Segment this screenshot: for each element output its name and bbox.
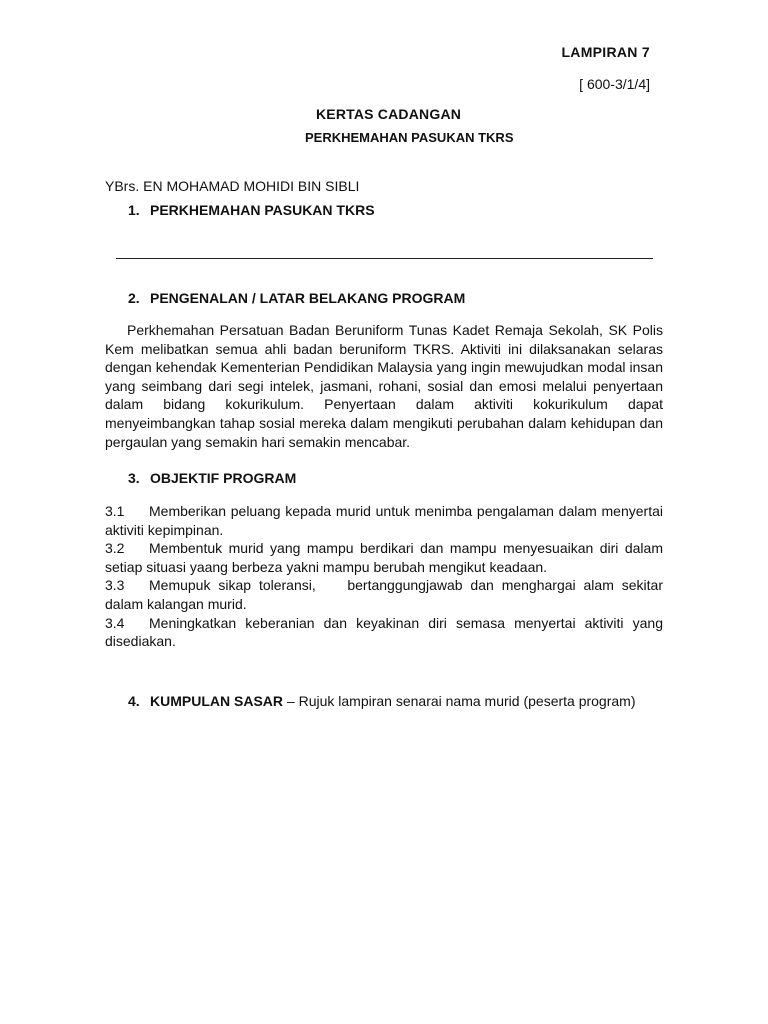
- document-title: KERTAS CADANGAN: [316, 106, 462, 122]
- section-2-paragraph: Perkhemahan Persatuan Badan Beruniform Tunas Kadet Remaja Sekolah, SK Polis Kem melibatkan semua ahli badan beruniform TKRS. Aktiviti ini dilaksanakan selaras dengan kehendak Kementerian Pendidikan Malaysia yang ingin mewujudkan modal insan yang seimbang dari segi intelek, jasmani, rohani, sosial dan emosi melalui penyertaan dalam bidang kokurikulum. Penyertaan dalam aktiviti kokurikulum dapat menyeimbangkan tahap sosial mereka dalam mengikuti perubahan dalam kehidupan dan pergaulan yang semakin hari semakin mencabar.: [105, 322, 663, 450]
- objective-number: 3.3: [105, 577, 125, 594]
- section-2-title: PENGENALAN / LATAR BELAKANG PROGRAM: [150, 290, 466, 306]
- objective-item: [105, 576, 667, 613]
- objective-text: Membentuk murid yang mampu berdikari dan mampu menyesuaikan diri dalam setiap situasi yaang berbeza yakni mampu berubah mengikut keadaan.: [105, 540, 663, 575]
- section-4-dash: –: [283, 693, 299, 709]
- objectives-list: [105, 502, 667, 651]
- section-3-number: 3.: [128, 470, 140, 486]
- objective-text: Memupuk sikap toleransi, bertanggungjawab dan menghargai alam sekitar dalam kalangan murid.: [105, 577, 667, 612]
- addressee: YBrs. EN MOHAMAD MOHIDI BIN SIBLI: [105, 178, 360, 194]
- objective-text: Meningkatkan keberanian dan keyakinan diri semasa menyertai aktiviti yang disediakan.: [105, 614, 663, 650]
- section-3-heading: [128, 470, 296, 486]
- divider-line: [116, 258, 653, 259]
- section-4-body: Rujuk lampiran senarai nama murid (peserta program): [298, 693, 636, 709]
- reference-number: [ 600-3/1/4]: [579, 76, 650, 92]
- objective-text: Memberikan peluang kepada murid untuk menimba pengalaman dalam menyertai aktiviti kepimpinan.: [105, 503, 663, 538]
- section-4-number: 4.: [128, 693, 140, 709]
- annex-label: LAMPIRAN 7: [561, 44, 650, 60]
- objective-number: 3.4: [105, 614, 125, 631]
- objective-item: [105, 502, 663, 539]
- section-1-number: 1.: [128, 202, 140, 218]
- objective-item: [105, 539, 663, 576]
- section-3-title: OBJEKTIF PROGRAM: [150, 470, 297, 486]
- section-2-number: 2.: [128, 290, 140, 306]
- section-2-heading: [128, 290, 465, 306]
- section-4-heading: [128, 693, 636, 709]
- document-subtitle: PERKHEMAHAN PASUKAN TKRS: [305, 130, 514, 145]
- section-4-title: KUMPULAN SASAR: [150, 693, 283, 709]
- objective-number: 3.1: [105, 503, 125, 519]
- section-1-title: PERKHEMAHAN PASUKAN TKRS: [150, 202, 375, 218]
- objective-number: 3.2: [105, 540, 125, 557]
- section-1-heading: [128, 202, 375, 218]
- objective-item: [105, 614, 663, 651]
